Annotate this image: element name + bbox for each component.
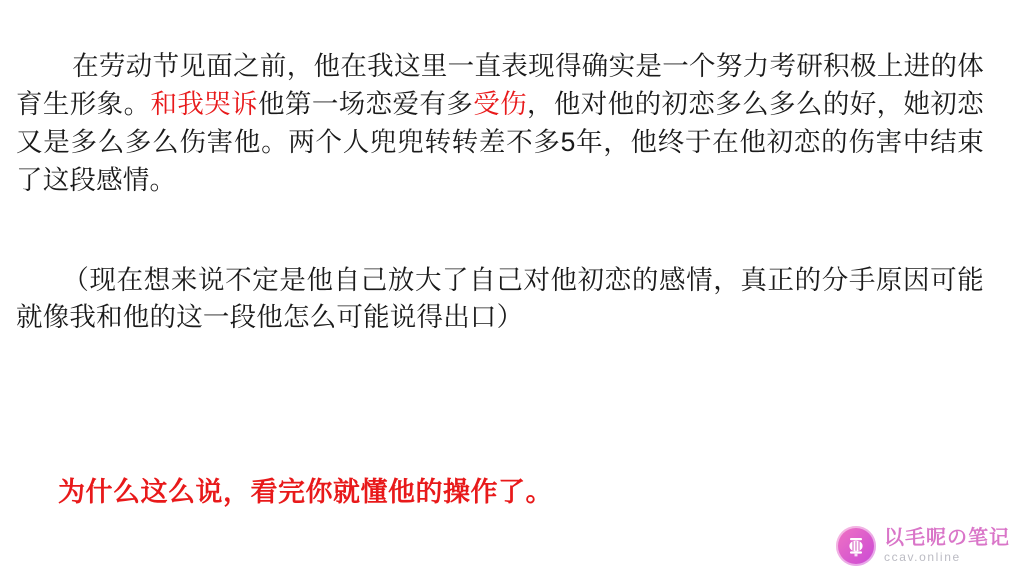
watermark-subtitle: ccav.online [884, 550, 961, 565]
watermark [836, 526, 1010, 566]
slide-text-content [16, 48, 984, 337]
headline-text: 为什么这么说，看完你就懂他的操作了。 [58, 477, 553, 507]
paragraph-1-highlight-2: 受伤 [473, 88, 527, 119]
paragraph-1 [16, 48, 984, 200]
watermark-title: 以毛呢の笔记 [884, 527, 1010, 550]
paragraph-2 [16, 262, 984, 338]
paragraph-1-segment-2: 他第一场恋爱有多 [258, 88, 474, 119]
paragraph-1-segment-3: ，他对他的初恋多么多么的好，她初恋又是多么多么伤害他。两个人兜兜转转差不多5年，他终于在他初恋的伤害中结束了这段感情。 [16, 88, 984, 195]
paragraph-2-text: （现在想来说不定是他自己放大了自己对他初恋的感情，真正的分手原因可能就像我和他的这一段他怎么可能说得出口） [16, 264, 984, 333]
paragraph-1-highlight-1: 和我哭诉 [150, 88, 259, 119]
lantern-icon [836, 526, 876, 566]
watermark-text [884, 528, 1010, 564]
paragraph-1-segment-1: 在劳动节见面之前，他在我这里一直表现得确实是一个努力考研积极上进的体育生形象。 [16, 51, 984, 119]
